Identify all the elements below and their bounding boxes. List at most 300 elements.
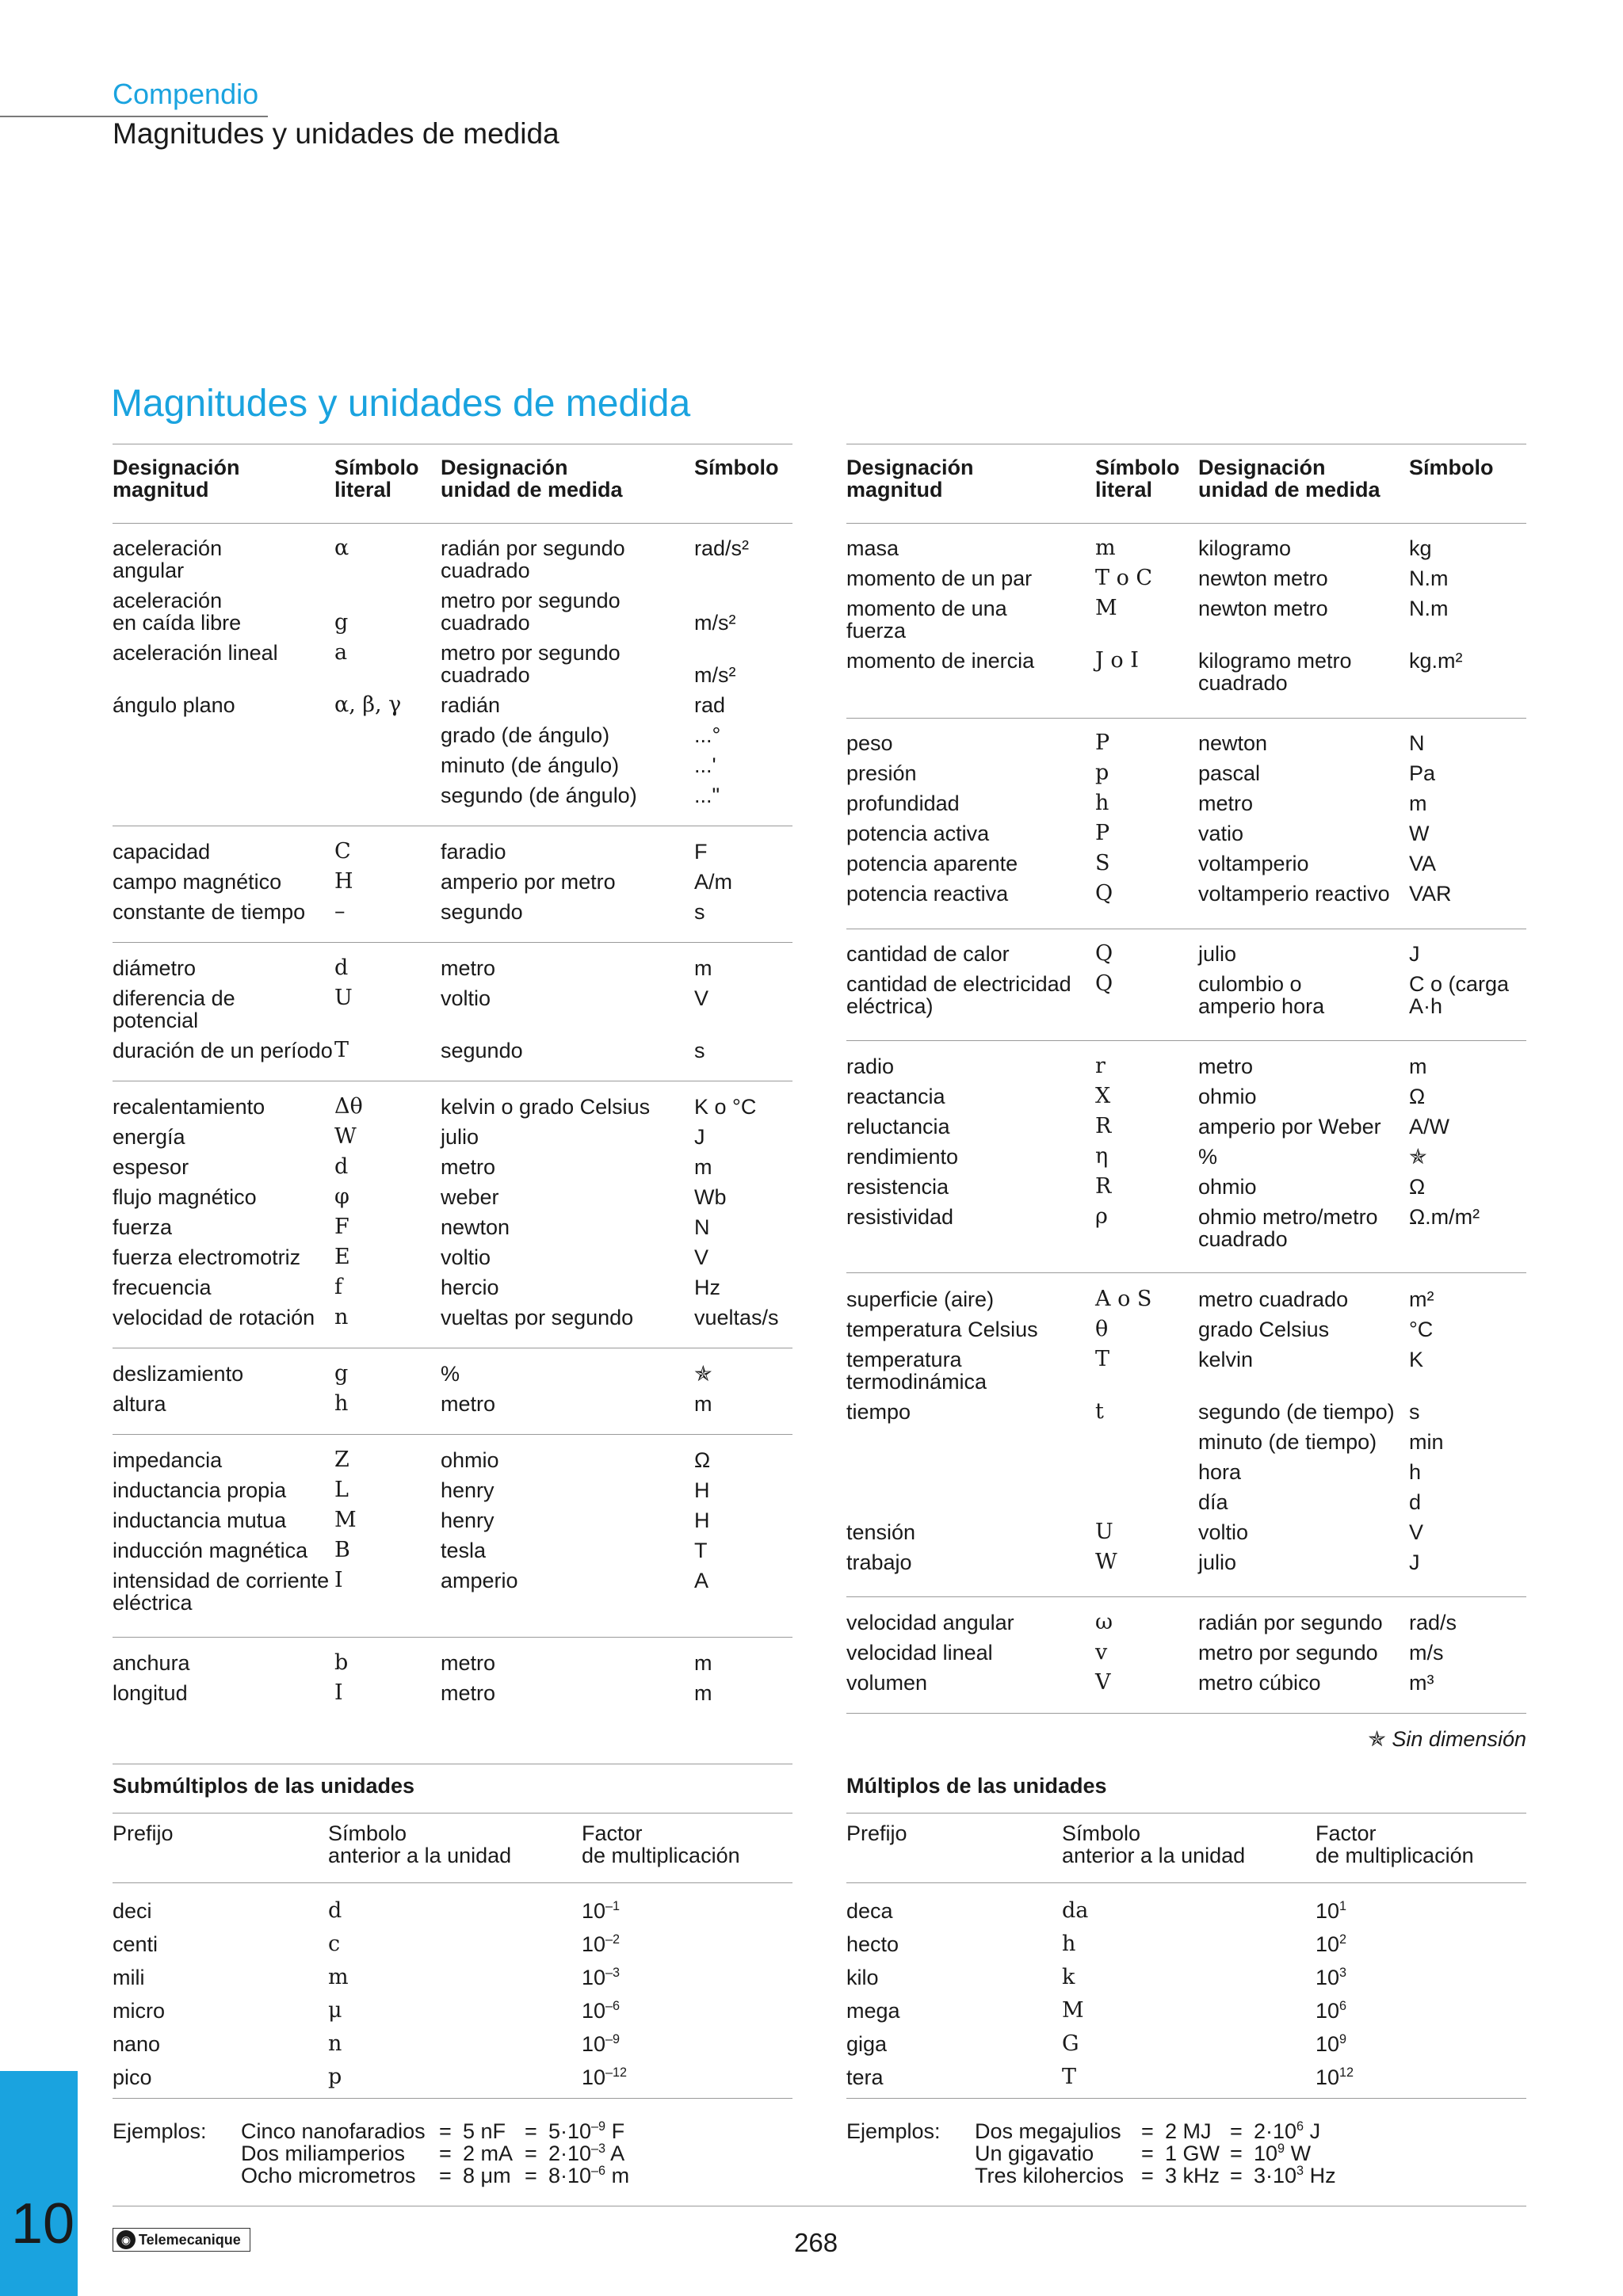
unit-name: weber [441, 1185, 499, 1209]
factor-exponent: –12 [605, 2065, 628, 2080]
unit-name: metro [441, 1392, 496, 1416]
magnitude-symbol: E [334, 1245, 350, 1269]
chapter-number: 10 [11, 2192, 75, 2256]
unit-symbol: Pa [1409, 761, 1436, 785]
unit-symbol: Ω [694, 1448, 711, 1472]
example-name: Un gigavatio [975, 2142, 1094, 2165]
magnitude-name: aceleración [113, 536, 223, 560]
factor-base: 10 [1316, 1966, 1340, 1989]
unit-name: faradio [441, 840, 506, 864]
magnitude-name: potencia reactiva [846, 882, 1009, 906]
unit-symbol: m² [1409, 1287, 1434, 1311]
magnitude-name: peso [846, 731, 893, 755]
factor-exponent: –1 [605, 1899, 621, 1913]
example-value-base: 2·10 [1254, 2119, 1297, 2143]
unit-name: tesla [441, 1539, 487, 1562]
magnitude-name: rendimiento [846, 1145, 959, 1169]
magnitude-name: inductancia mutua [113, 1508, 287, 1532]
magnitude-name: espesor [113, 1155, 189, 1179]
magnitude-symbol: C [334, 839, 351, 864]
submultiples-header-rule [113, 1882, 792, 1883]
magnitude-name: inductancia propia [113, 1478, 287, 1502]
unit-name: voltio [441, 986, 491, 1010]
factor-exponent: 3 [1339, 1966, 1347, 1980]
unit-symbol: J [1409, 942, 1420, 966]
chapter-tab [0, 2071, 78, 2296]
magnitude-symbol: h [334, 1391, 349, 1416]
prefix-symbol: μ [328, 1998, 342, 2023]
magnitude-name: reactancia [846, 1085, 945, 1108]
unit-symbol: T [694, 1539, 708, 1562]
magnitude-name: deslizamiento [113, 1362, 244, 1386]
magnitude-name: ángulo plano [113, 693, 235, 717]
multiplication-factor [582, 1966, 620, 1989]
unit-symbol: N.m [1409, 597, 1449, 620]
unit-name: radián por segundo [1198, 1611, 1383, 1634]
factor-exponent: 1 [1339, 1899, 1347, 1913]
unit-symbol: m [694, 1651, 712, 1675]
header-simbolo: Símbolo [1409, 456, 1494, 479]
unit-name: radián [441, 693, 501, 717]
magnitude-symbol: t [1095, 1399, 1104, 1424]
unit-name: segundo (de tiempo) [1198, 1400, 1395, 1424]
group-separator [846, 1272, 1526, 1273]
prefix-symbol: k [1062, 1965, 1075, 1989]
prefix-symbol: n [328, 2031, 342, 2056]
magnitude-name: potencia activa [846, 822, 990, 845]
unit-name: culombio o [1198, 972, 1302, 996]
magnitude-name: radio [846, 1055, 895, 1078]
group-separator [846, 1713, 1526, 1714]
unit-symbol: V [694, 1245, 709, 1269]
unit-symbol: Ω [1409, 1085, 1426, 1108]
unit-symbol: K o °C [694, 1095, 757, 1119]
magnitude-symbol: b [334, 1650, 349, 1675]
magnitude-symbol: a [334, 640, 348, 665]
magnitude-name: reluctancia [846, 1115, 950, 1138]
factor-base: 10 [1316, 2065, 1340, 2089]
magnitude-name: tensión [846, 1520, 916, 1544]
example-value-base: 2·10 [548, 2142, 592, 2165]
unit-name: kilogramo metro [1198, 649, 1352, 673]
magnitude-symbol: Q [1095, 881, 1113, 906]
example-value [548, 2164, 629, 2187]
example-value-exponent: –3 [591, 2142, 606, 2156]
magnitude-symbol: L [334, 1478, 349, 1502]
unit-name: vatio [1198, 822, 1244, 845]
magnitude-symbol: ω [1095, 1610, 1113, 1634]
unit-name: grado Celsius [1198, 1318, 1330, 1341]
magnitude-symbol: V [1095, 1670, 1111, 1695]
unit-symbol: ✯ [694, 1362, 712, 1386]
prefix-name: centi [113, 1932, 158, 1956]
multiplication-factor [1316, 1900, 1346, 1922]
factor-base: 10 [582, 1932, 606, 1956]
unit-symbol: VA [1409, 852, 1437, 875]
unit-name: metro [441, 1155, 496, 1179]
multiples-header-factor: Factor de multiplicación [1316, 1821, 1474, 1867]
unit-name: metro cúbico [1198, 1671, 1321, 1695]
magnitude-symbol: v [1095, 1640, 1108, 1665]
magnitude-symbol: Δθ [334, 1094, 363, 1119]
unit-name: minuto (de tiempo) [1198, 1430, 1377, 1454]
magnitude-name: potencia aparente [846, 852, 1018, 875]
unit-name: metro cuadrado [1198, 1287, 1349, 1311]
magnitude-name: intensidad de corriente [113, 1569, 330, 1592]
factor-exponent: 9 [1339, 2032, 1347, 2046]
unit-name: metro [441, 1681, 496, 1705]
factor-base: 10 [582, 1966, 606, 1989]
multiplication-factor [582, 1900, 620, 1922]
magnitude-name: tiempo [846, 1400, 911, 1424]
unit-name: amperio [441, 1569, 518, 1592]
multiples-title: Múltiplos de las unidades [846, 1774, 1107, 1798]
magnitude-symbol: P [1095, 730, 1110, 755]
equals-sign: = [439, 2119, 452, 2143]
magnitude-name: potencial [113, 1009, 199, 1032]
unit-name: segundo [441, 1039, 523, 1062]
equals-sign: = [1230, 2142, 1243, 2165]
unit-name: henry [441, 1478, 495, 1502]
equals-sign: = [439, 2164, 452, 2187]
prefix-name: nano [113, 2032, 161, 2056]
page-number: 268 [794, 2228, 838, 2257]
unit-symbol: Ω.m/m² [1409, 1205, 1480, 1229]
unit-name: radián por segundo [441, 536, 625, 560]
magnitude-symbol: ρ [1095, 1204, 1108, 1229]
section-subtitle: Magnitudes y unidades de medida [113, 117, 559, 150]
equals-sign: = [1141, 2142, 1154, 2165]
unit-name: grado (de ángulo) [441, 723, 610, 747]
example-short: 2 mA [463, 2142, 514, 2165]
unit-name: % [441, 1362, 460, 1386]
prefix-symbol: G [1062, 2031, 1079, 2056]
unit-name: amperio por Weber [1198, 1115, 1381, 1138]
unit-name: segundo (de ángulo) [441, 784, 637, 807]
magnitude-name: profundidad [846, 791, 960, 815]
unit-symbol: rad/s² [694, 536, 750, 560]
multiplication-factor [582, 1933, 620, 1955]
unit-name: vueltas por segundo [441, 1306, 634, 1329]
unit-symbol: Ω [1409, 1175, 1426, 1199]
submultiples-header-symbol: Símbolo anterior a la unidad [328, 1821, 512, 1867]
multiplication-factor [1316, 1933, 1346, 1955]
magnitude-symbol: J o I [1095, 648, 1139, 673]
factor-base: 10 [1316, 2032, 1340, 2056]
prefix-name: giga [846, 2032, 888, 2056]
example-value [1254, 2142, 1311, 2164]
unit-symbol: m³ [1409, 1671, 1434, 1695]
header-simbolo: Símbolo [694, 456, 779, 479]
prefix-name: micro [113, 1999, 165, 2023]
unit-symbol: V [694, 986, 709, 1010]
factor-exponent: –6 [605, 1999, 621, 2013]
header-underline-left [113, 523, 792, 524]
factor-base: 10 [582, 1899, 606, 1923]
magnitude-name: fuerza [113, 1215, 173, 1239]
unit-name: cuadrado [441, 611, 530, 635]
unit-name: hercio [441, 1276, 499, 1299]
magnitude-symbol: d [334, 955, 349, 980]
magnitude-symbol: U [334, 986, 353, 1010]
magnitude-symbol: Q [1095, 971, 1113, 996]
example-name: Dos megajulios [975, 2119, 1121, 2143]
magnitude-name: cantidad de calor [846, 942, 1010, 966]
group-separator [113, 1434, 792, 1435]
factor-exponent: –9 [605, 2032, 621, 2046]
example-value-exponent: 3 [1296, 2164, 1304, 2178]
prefix-name: mili [113, 1966, 145, 1989]
example-value [1254, 2164, 1336, 2187]
magnitude-symbol: h [1095, 791, 1109, 815]
magnitude-name: diferencia de [113, 986, 235, 1010]
unit-symbol: ...° [694, 723, 721, 747]
factor-exponent: –3 [605, 1966, 621, 1980]
magnitude-symbol: m [1095, 536, 1116, 560]
unit-name: kelvin [1198, 1348, 1254, 1371]
equals-sign: = [525, 2164, 537, 2187]
group-separator [846, 1596, 1526, 1597]
unit-name: amperio hora [1198, 994, 1325, 1018]
magnitude-symbol: U [1095, 1520, 1113, 1544]
unit-symbol: V [1409, 1520, 1424, 1544]
unit-name: ohmio [1198, 1085, 1257, 1108]
magnitude-name: capacidad [113, 840, 211, 864]
magnitude-symbol: S [1095, 851, 1110, 875]
magnitude-symbol: g [334, 610, 349, 635]
unit-symbol: s [1409, 1400, 1420, 1424]
magnitude-symbol: W [334, 1124, 357, 1149]
magnitude-symbol: R [1095, 1174, 1112, 1199]
example-value-base: 3·10 [1254, 2164, 1297, 2187]
example-value [1254, 2120, 1320, 2142]
magnitude-name: fuerza [846, 619, 907, 643]
magnitude-symbol: r [1095, 1054, 1106, 1078]
magnitude-name: duración de un período [113, 1039, 333, 1062]
multiplication-factor [1316, 2000, 1346, 2022]
header-designacion-magnitud: Designación magnitud [113, 456, 240, 502]
magnitude-symbol: B [334, 1538, 350, 1562]
magnitude-name: termodinámica [846, 1370, 987, 1394]
magnitude-symbol: n [334, 1305, 349, 1329]
magnitude-symbol: I [334, 1568, 343, 1592]
unit-symbol: A/m [694, 870, 733, 894]
magnitude-symbol: α, β, γ [334, 692, 402, 717]
magnitude-symbol: d [334, 1154, 349, 1179]
unit-name: metro por segundo [1198, 1641, 1378, 1665]
magnitude-name: momento de una [846, 597, 1007, 620]
unit-symbol: A·h [1409, 994, 1443, 1018]
example-value-unit: m [605, 2164, 630, 2187]
unit-name: segundo [441, 900, 523, 924]
example-value-base: 10 [1254, 2142, 1278, 2165]
unit-name: cuadrado [441, 559, 530, 582]
unit-symbol: m [694, 1392, 712, 1416]
magnitude-name: longitud [113, 1681, 188, 1705]
multiples-header-rule [846, 1882, 1526, 1883]
example-value-exponent: 6 [1296, 2119, 1304, 2134]
magnitude-symbol: η [1095, 1144, 1109, 1169]
multiplication-factor [582, 2066, 627, 2088]
unit-name: voltamperio reactivo [1198, 882, 1390, 906]
factor-base: 10 [582, 1999, 606, 2023]
unit-symbol: J [1409, 1550, 1420, 1574]
example-value-unit: A [605, 2142, 625, 2165]
multiples-top-rule [846, 1813, 1526, 1814]
magnitude-name: masa [846, 536, 899, 560]
magnitude-name: frecuencia [113, 1276, 212, 1299]
factor-base: 10 [582, 2065, 606, 2089]
magnitude-name: temperatura [846, 1348, 962, 1371]
magnitude-name: volumen [846, 1671, 928, 1695]
prefix-symbol: T [1062, 2065, 1077, 2089]
unit-name: metro [1198, 1055, 1254, 1078]
unit-symbol: Wb [694, 1185, 727, 1209]
unit-name: ohmio metro/metro [1198, 1205, 1378, 1229]
prefix-symbol: h [1062, 1932, 1076, 1956]
magnitude-symbol: θ [1095, 1317, 1109, 1341]
magnitude-symbol: H [334, 869, 353, 894]
unit-name: julio [441, 1125, 479, 1149]
example-short: 5 nF [463, 2119, 506, 2143]
submultiples-title: Submúltiplos de las unidades [113, 1774, 415, 1798]
unit-name: julio [1198, 942, 1237, 966]
unit-symbol: N.m [1409, 566, 1449, 590]
unit-name: día [1198, 1490, 1228, 1514]
magnitude-symbol: A o S [1095, 1287, 1152, 1311]
example-name: Ocho micrometros [241, 2164, 416, 2187]
multiples-header-symbol: Símbolo anterior a la unidad [1062, 1821, 1246, 1867]
unit-name: newton [441, 1215, 510, 1239]
unit-name: voltio [441, 1245, 491, 1269]
prefix-name: deci [113, 1899, 152, 1923]
example-short: 2 MJ [1165, 2119, 1212, 2143]
unit-symbol: m/s² [694, 611, 736, 635]
unit-symbol: F [694, 840, 708, 864]
factor-exponent: 2 [1339, 1932, 1347, 1947]
magnitude-name: diámetro [113, 956, 197, 980]
magnitude-name: resistividad [846, 1205, 954, 1229]
magnitude-symbol: Q [1095, 941, 1113, 966]
factor-exponent: 6 [1339, 1999, 1347, 2013]
page-title: Magnitudes y unidades de medida [111, 383, 691, 425]
unit-symbol: s [694, 900, 705, 924]
unit-name: metro [441, 1651, 496, 1675]
unit-name: newton metro [1198, 566, 1328, 590]
example-value-exponent: –9 [591, 2119, 606, 2134]
multiplication-factor [582, 2033, 620, 2055]
example-value-exponent: 9 [1277, 2142, 1285, 2156]
unit-symbol: m [694, 1681, 712, 1705]
unit-name: voltamperio [1198, 852, 1309, 875]
unit-name: kilogramo [1198, 536, 1292, 560]
magnitude-name: flujo magnético [113, 1185, 257, 1209]
magnitude-name: en caída libre [113, 611, 242, 635]
group-separator [846, 718, 1526, 719]
magnitude-symbol: F [334, 1215, 349, 1239]
magnitude-name: inducción magnética [113, 1539, 308, 1562]
magnitude-symbol: I [334, 1680, 343, 1705]
unit-symbol: A/W [1409, 1115, 1449, 1138]
brand-mark-icon: ◉ [116, 2230, 136, 2249]
magnitude-name: anchura [113, 1651, 190, 1675]
prefix-name: mega [846, 1999, 900, 2023]
unit-symbol: A [694, 1569, 709, 1592]
magnitude-name: impedancia [113, 1448, 223, 1472]
example-value-exponent: –6 [591, 2164, 606, 2178]
unit-name: amperio por metro [441, 870, 616, 894]
submultiples-top-rule [113, 1813, 792, 1814]
factor-base: 10 [1316, 1899, 1340, 1923]
magnitude-name: eléctrica) [846, 994, 934, 1018]
unit-name: voltio [1198, 1520, 1249, 1544]
magnitude-name: fuerza electromotriz [113, 1245, 301, 1269]
magnitude-name: campo magnético [113, 870, 282, 894]
magnitude-symbol: P [1095, 821, 1110, 845]
prefix-name: hecto [846, 1932, 899, 1956]
magnitude-symbol: p [1095, 761, 1109, 785]
unit-name: cuadrado [1198, 671, 1288, 695]
unit-symbol: VAR [1409, 882, 1452, 906]
equals-sign: = [1141, 2164, 1154, 2187]
magnitude-name: temperatura Celsius [846, 1318, 1038, 1341]
magnitude-symbol: M [334, 1508, 357, 1532]
group-separator [846, 1040, 1526, 1041]
magnitude-name: velocidad angular [846, 1611, 1014, 1634]
magnitude-symbol: T [1095, 1347, 1110, 1371]
magnitude-name: momento de un par [846, 566, 1033, 590]
unit-symbol: kg [1409, 536, 1432, 560]
magnitude-symbol: R [1095, 1114, 1112, 1138]
brand-logo [113, 2228, 250, 2252]
magnitude-symbol: T o C [1095, 566, 1153, 590]
section-title: Compendio [113, 78, 259, 110]
unit-symbol: W [1409, 822, 1430, 845]
magnitude-symbol: φ [334, 1184, 349, 1209]
equals-sign: = [439, 2142, 452, 2165]
example-value [548, 2142, 624, 2164]
unit-name: metro [441, 956, 496, 980]
unit-symbol: N [1409, 731, 1425, 755]
example-name: Cinco nanofaradios [241, 2119, 426, 2143]
unit-name: pascal [1198, 761, 1261, 785]
multiples-header-prefix: Prefijo [846, 1821, 907, 1845]
unit-name: hora [1198, 1460, 1242, 1484]
example-short: 1 GW [1165, 2142, 1220, 2165]
example-name: Dos miliamperios [241, 2142, 406, 2165]
multiples-bottom-rule [846, 2098, 1526, 2099]
factor-base: 10 [582, 2032, 606, 2056]
magnitude-name: aceleración [113, 589, 223, 612]
equals-sign: = [1230, 2164, 1243, 2187]
magnitude-name: altura [113, 1392, 166, 1416]
example-short: 8 μm [463, 2164, 511, 2187]
unit-name: metro [1198, 791, 1254, 815]
unit-name: metro por segundo [441, 641, 621, 665]
example-value-base: 5·10 [548, 2119, 592, 2143]
magnitude-symbol: g [334, 1361, 349, 1386]
multiplication-factor [1316, 2033, 1346, 2055]
magnitude-name: velocidad de rotación [113, 1306, 315, 1329]
group-separator [113, 1637, 792, 1638]
prefix-name: tera [846, 2065, 884, 2089]
magnitude-name: constante de tiempo [113, 900, 306, 924]
unit-symbol: rad/s [1409, 1611, 1457, 1634]
header-designacion-unidad: Designación unidad de medida [1198, 456, 1381, 502]
prefix-name: deca [846, 1899, 893, 1923]
unit-symbol: m/s [1409, 1641, 1444, 1665]
unit-symbol: vueltas/s [694, 1306, 779, 1329]
